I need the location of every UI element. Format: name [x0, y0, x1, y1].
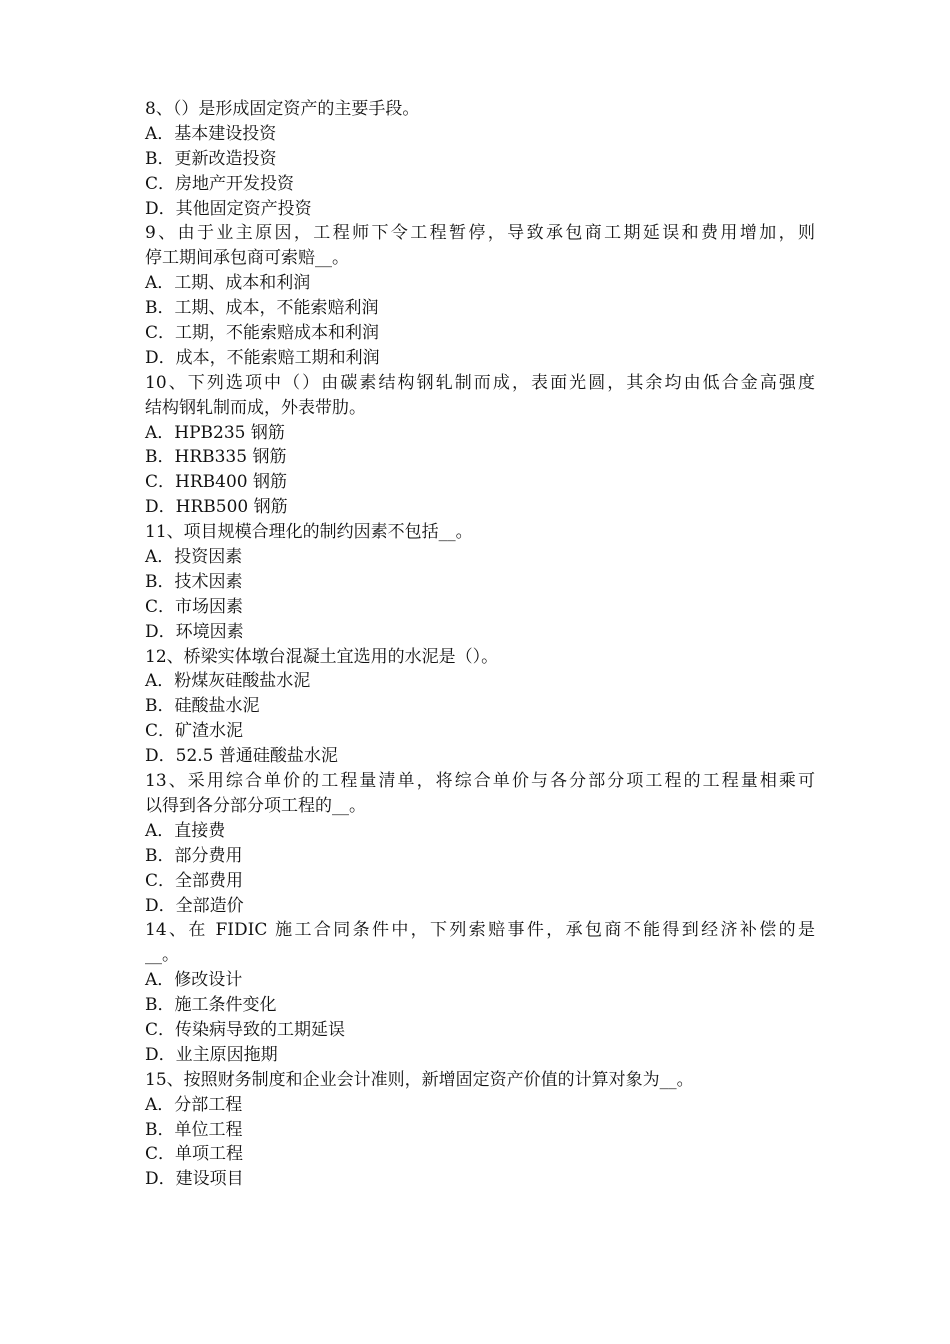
answer-option: A．工期、成本和利润 [145, 273, 311, 294]
answer-option: D．52.5 普通硅酸盐水泥 [145, 746, 338, 767]
question-block [145, 520, 815, 644]
answer-option: B．技术因素 [145, 571, 243, 592]
answer-option: C．HRB400 钢筋 [145, 472, 287, 493]
question-stem: 结构钢轧制而成，外表带肋。 [145, 397, 366, 418]
question-block [145, 1068, 815, 1192]
question-stem: 9、由于业主原因，工程师下令工程暂停，导致承包商工期延误和费用增加，则 [145, 223, 815, 244]
question-stem: __。 [145, 945, 179, 966]
question-stem: 15、按照财务制度和企业会计准则，新增固定资产价值的计算对象为__。 [145, 1069, 694, 1090]
question-block [145, 371, 815, 520]
answer-option: A．粉煤灰硅酸盐水泥 [145, 671, 311, 692]
answer-option: A．分部工程 [145, 1094, 243, 1115]
answer-option: C．传染病导致的工期延误 [145, 1019, 346, 1040]
answer-option: B．更新改造投资 [145, 148, 277, 169]
question-stem: 10、下列选项中（）由碳素结构钢轧制而成，表面光圆，其余均由低合金高强度 [145, 372, 815, 393]
question-block [145, 769, 815, 918]
answer-option: B．硅酸盐水泥 [145, 696, 260, 717]
question-block [145, 97, 815, 221]
answer-option: D．全部造价 [145, 895, 244, 916]
question-stem: 12、桥梁实体墩台混凝土宜选用的水泥是（）。 [145, 646, 499, 667]
question-stem: 停工期间承包商可索赔__。 [145, 248, 349, 269]
answer-option: B．工期、成本，不能索赔利润 [145, 298, 379, 319]
question-stem: 14、在 FIDIC 施工合同条件中，下列索赔事件，承包商不能得到经济补偿的是 [145, 920, 815, 941]
question-stem: 以得到各分部分项工程的__。 [145, 795, 366, 816]
answer-option: A．直接费 [145, 820, 226, 841]
answer-option: C．市场因素 [145, 596, 244, 617]
answer-option: D．HRB500 钢筋 [145, 497, 288, 518]
question-stem: 8、（）是形成固定资产的主要手段。 [145, 99, 420, 119]
answer-option: C．全部费用 [145, 870, 244, 891]
document-page [145, 97, 815, 1192]
question-block [145, 221, 815, 370]
answer-option: A．基本建设投资 [145, 123, 277, 144]
answer-option: B．部分费用 [145, 845, 243, 866]
answer-option: B．HRB335 钢筋 [145, 447, 287, 468]
answer-option: C．工期，不能索赔成本和利润 [145, 323, 380, 344]
answer-option: B．施工条件变化 [145, 995, 277, 1016]
answer-option: D．建设项目 [145, 1169, 244, 1190]
answer-option: D．成本，不能索赔工期和利润 [145, 347, 380, 368]
answer-option: C．矿渣水泥 [145, 721, 244, 742]
answer-option: B．单位工程 [145, 1119, 243, 1140]
question-stem: 11、项目规模合理化的制约因素不包括__。 [145, 522, 473, 543]
answer-option: D．环境因素 [145, 621, 244, 642]
answer-option: C．单项工程 [145, 1144, 244, 1165]
question-block [145, 918, 815, 1067]
answer-option: A．投资因素 [145, 547, 243, 568]
answer-option: D．业主原因拖期 [145, 1044, 278, 1065]
answer-option: A．HPB235 钢筋 [145, 422, 285, 443]
question-block [145, 645, 815, 769]
answer-option: D．其他固定资产投资 [145, 198, 312, 219]
question-stem: 13、采用综合单价的工程量清单，将综合单价与各分部分项工程的工程量相乘可 [145, 771, 815, 792]
answer-option: C．房地产开发投资 [145, 173, 295, 194]
answer-option: A．修改设计 [145, 970, 243, 991]
